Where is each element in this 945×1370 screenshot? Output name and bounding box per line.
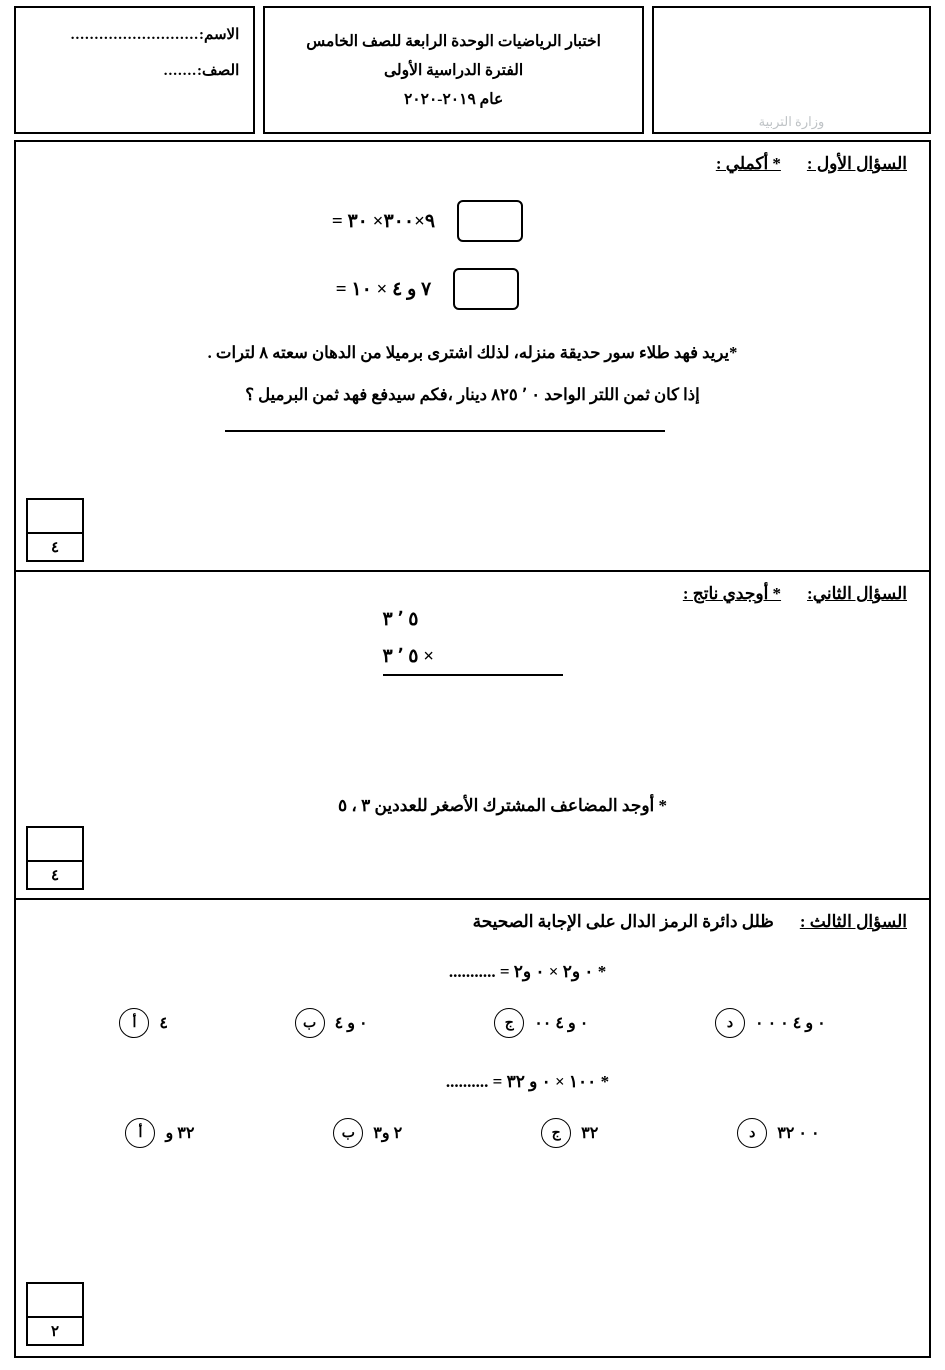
question-1-mark-box xyxy=(26,498,84,562)
option-c-bubble-icon[interactable]: ج xyxy=(541,1118,571,1148)
exam-title-line2: الفترة الدراسية الأولى xyxy=(384,61,524,79)
option-b-text: ٢ و٣ xyxy=(373,1125,403,1142)
option-b-bubble-icon[interactable]: ب xyxy=(333,1118,363,1148)
question-2-header xyxy=(16,572,929,604)
question-3-item-2-options xyxy=(16,1118,929,1148)
question-3-mark-box xyxy=(26,1282,84,1346)
option-c[interactable] xyxy=(494,1008,588,1038)
question-2-mark-box xyxy=(26,826,84,890)
question-2-lcm-question: * أوجد المضاعف المشترك الأصغر للعددين ٣ ، ٥ xyxy=(337,796,668,815)
student-name-row xyxy=(30,20,239,50)
option-a-bubble-icon[interactable]: أ xyxy=(125,1118,155,1148)
question-1-answer-box-1[interactable] xyxy=(457,200,523,242)
question-2-operand-2: × ٥ ٬ ٣ xyxy=(383,645,563,676)
option-d[interactable] xyxy=(737,1118,819,1148)
question-2-multiplication xyxy=(16,608,929,676)
question-1-answer-box-2[interactable] xyxy=(453,268,519,310)
student-class-field[interactable]: ....... xyxy=(163,63,197,79)
option-c-text: ٣٢ xyxy=(581,1125,599,1142)
option-a-text: ٤ xyxy=(159,1015,168,1032)
question-2-score-blank[interactable] xyxy=(28,828,82,862)
option-b[interactable] xyxy=(333,1118,402,1148)
question-3-instruction: ظلل دائرة الرمز الدال على الإجابة الصحيحة xyxy=(472,912,774,931)
student-class-label: الصف: xyxy=(196,63,240,79)
student-class-row xyxy=(30,50,239,86)
exam-title-box xyxy=(263,6,644,134)
option-d-text: ٠ و ٤ ٠ ٠ ٠ xyxy=(754,1015,826,1032)
question-1-section xyxy=(16,142,929,572)
student-name-label: الاسم: xyxy=(198,27,240,43)
option-d-text: ٠ ٠ ٣٢ xyxy=(777,1125,820,1142)
question-1-title: السؤال الأول : xyxy=(806,154,907,173)
question-1-instruction: * أكملي : xyxy=(715,154,781,173)
option-b[interactable] xyxy=(295,1008,368,1038)
question-1-equation-2-row xyxy=(16,268,929,310)
option-b-text: ٠ و ٤ xyxy=(334,1015,368,1032)
exam-title-line1: اختبار الرياضيات الوحدة الرابعة للصف الخامس xyxy=(306,32,601,50)
page-header xyxy=(10,6,935,134)
question-3-item-2-stem: * ١٠٠ × ٠ و ٣٢ = .......... xyxy=(445,1072,610,1091)
option-c[interactable] xyxy=(541,1118,598,1148)
question-3-item-1-options xyxy=(16,1008,929,1038)
question-1-max-mark: ٤ xyxy=(50,539,60,556)
question-3-max-mark: ٢ xyxy=(50,1323,60,1340)
question-2-max-mark: ٤ xyxy=(50,867,60,884)
question-3-score-blank[interactable] xyxy=(28,1284,82,1318)
exam-title-line3: عام ٢٠١٩-٢٠٢٠ xyxy=(403,90,504,108)
option-a[interactable] xyxy=(119,1008,168,1038)
option-c-bubble-icon[interactable]: ج xyxy=(494,1008,524,1038)
question-3-title: السؤال الثالث : xyxy=(799,912,907,931)
question-1-answer-rule[interactable] xyxy=(225,430,665,432)
option-b-bubble-icon[interactable]: ب xyxy=(295,1008,325,1038)
question-2-section xyxy=(16,572,929,900)
question-2-instruction: * أوجدي ناتج : xyxy=(682,584,782,603)
question-1-word-problem-line-1: *يريد فهد طلاء سور حديقة منزله، لذلك اشترى برميلا من الدهان سعته ٨ لترات . xyxy=(207,343,738,362)
option-d-bubble-icon[interactable]: د xyxy=(715,1008,745,1038)
question-1-word-problem-line-2: إذا كان ثمن اللتر الواحد ٠ ٬ ٨٢٥ دينار ،فكم سيدفع فهد ثمن البرميل ؟ xyxy=(245,385,700,404)
option-a-bubble-icon[interactable]: أ xyxy=(119,1008,149,1038)
option-d-bubble-icon[interactable]: د xyxy=(737,1118,767,1148)
exam-body xyxy=(14,140,931,1358)
question-1-equation-2: ٧ و ٤ × ١٠ = xyxy=(335,278,432,300)
question-1-equation-1-row xyxy=(16,200,929,242)
option-a[interactable] xyxy=(125,1118,194,1148)
question-2-operand-1: ٥ ٬ ٣ xyxy=(382,609,419,630)
option-c-text: ٠ و ٤ ٠٠ xyxy=(534,1015,589,1032)
logo-placeholder-text: وزارة التربية xyxy=(758,114,825,129)
student-info-box xyxy=(14,6,255,134)
question-1-header xyxy=(16,142,929,174)
question-1-score-blank[interactable] xyxy=(28,500,82,534)
student-name-field[interactable]: ........................... xyxy=(70,27,199,43)
question-3-header xyxy=(16,900,929,932)
question-3-item-1-stem: * ٠ و٢ × ٠ و٢ = ........... xyxy=(448,962,607,981)
school-logo-box xyxy=(652,6,931,134)
option-a-text: ٣٢ و xyxy=(165,1125,195,1142)
question-2-title: السؤال الثاني: xyxy=(807,584,907,603)
question-3-section xyxy=(16,900,929,1356)
question-1-equation-1: ٩×٣٠٠× ٣٠ = xyxy=(331,210,436,232)
option-d[interactable] xyxy=(715,1008,826,1038)
